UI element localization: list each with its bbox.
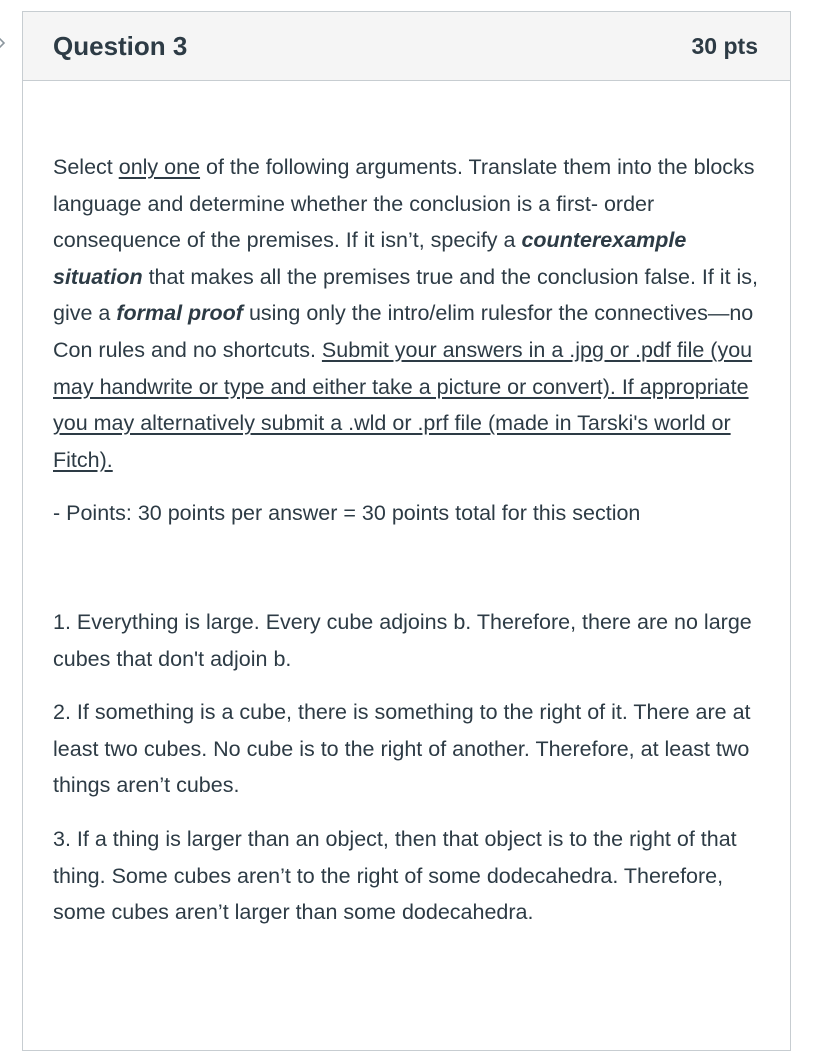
instructions-emphasis: counterexample situation <box>53 228 687 289</box>
argument-item: 1. Everything is large. Every cube adjoins b. Therefore, there are no large cubes that don't adjoin b. <box>53 609 752 671</box>
question-body <box>23 81 790 931</box>
question-card <box>22 11 791 1051</box>
argument-item: 3. If a thing is larger than an object, then that object is to the right of that thing. Some cubes aren’t to the right of some dodecahedra. Therefore, some cubes aren’t larger than some dodecahedra. <box>53 826 737 925</box>
instructions-text: Select <box>53 155 119 179</box>
instructions-paragraph <box>53 149 760 478</box>
instructions-text: of the following arguments. Translate them into the blocks language and determine whether the conclusion is a first- order consequence of the premises. If it isn’t, specify a <box>53 155 755 253</box>
instructions-emphasis: only one <box>118 155 201 179</box>
chevron-right-icon[interactable] <box>0 33 6 53</box>
question-points: 30 pts <box>691 32 758 59</box>
submission-instructions: Submit your answers in a .jpg or .pdf file (you may handwrite or type and either take a picture or convert). If appropriate you may alternatively submit a .wld or .prf file (made in Tarski's world or Fitch). <box>53 337 753 472</box>
question-header <box>23 12 790 81</box>
points-info: - Points: 30 points per answer = 30 points total for this section <box>53 501 641 526</box>
instructions-text: that makes all the premises true and the conclusion false. If it is, give a <box>53 264 759 326</box>
instructions-text: using only the intro/elim rulesfor the connectives—no Con rules and no shortcuts. <box>53 301 754 362</box>
instructions-emphasis: formal proof <box>116 301 243 326</box>
question-title: Question 3 <box>53 30 188 61</box>
argument-item: 2. If something is a cube, there is something to the right of it. There are at least two cubes. No cube is to the right of another. Therefore, at least two things aren’t cubes. <box>53 700 751 798</box>
